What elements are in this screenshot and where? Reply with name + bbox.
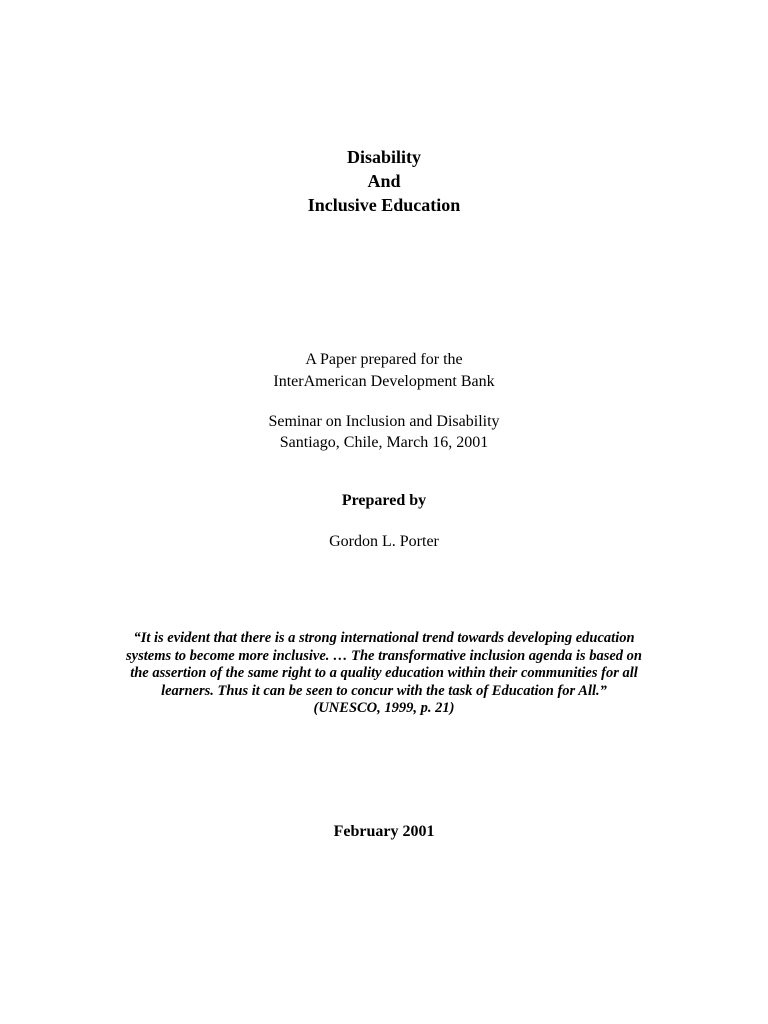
prepared-for-line-1: A Paper prepared for the (305, 351, 463, 368)
quote-line-3: the assertion of the same right to a quality education within their communities for all (130, 665, 638, 681)
title-line-3: Inclusive Education (307, 195, 461, 215)
prepared-for-line-2: InterAmerican Development Bank (273, 373, 495, 390)
quote-line-1: “It is evident that there is a strong international trend towards developing education (133, 630, 635, 646)
title-line-1: Disability (346, 147, 421, 167)
quote-citation: (UNESCO, 1999, p. 21) (313, 700, 455, 716)
seminar-line-2: Santiago, Chile, March 16, 2001 (279, 434, 489, 451)
seminar-line-1: Seminar on Inclusion and Disability (268, 413, 500, 430)
title-line-2: And (367, 171, 401, 191)
quote-line-2: systems to become more inclusive. … The transformative inclusion agenda is based on (126, 647, 642, 664)
publication-date: February 2001 (333, 823, 435, 840)
prepared-by-label: Prepared by (341, 492, 427, 509)
quote-line-4: learners. Thus it can be seen to concur with the task of Education for All.” (161, 682, 607, 699)
author-name: Gordon L. Porter (329, 533, 439, 550)
